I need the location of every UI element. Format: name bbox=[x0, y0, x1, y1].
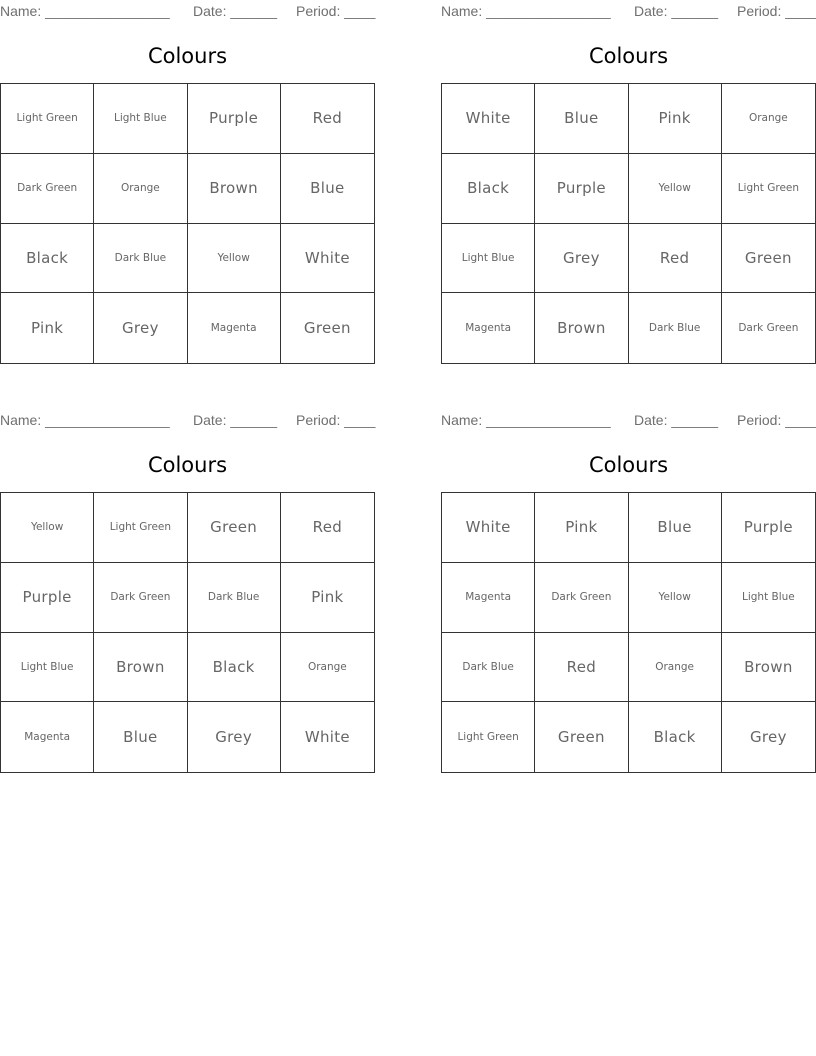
bingo-cell: Red bbox=[535, 633, 628, 703]
bingo-cell: Brown bbox=[722, 633, 815, 703]
date-field-label: Date: ______ bbox=[634, 3, 719, 19]
name-field-label: Name: ________________ bbox=[0, 3, 170, 19]
bingo-cell: Grey bbox=[94, 293, 187, 363]
bingo-cell: Green bbox=[722, 224, 815, 294]
period-field-label: Period: ____ bbox=[737, 3, 816, 19]
bingo-cell: Dark Blue bbox=[94, 224, 187, 294]
bingo-cell: Pink bbox=[629, 84, 722, 154]
bingo-cell: White bbox=[304, 728, 350, 747]
bingo-cell: Blue bbox=[629, 493, 722, 563]
bingo-cell: Dark Green bbox=[1, 154, 94, 224]
bingo-cell: Black bbox=[188, 633, 281, 703]
bingo-cell: Dark Blue bbox=[188, 563, 281, 633]
bingo-cell: Magenta bbox=[442, 293, 535, 363]
bingo-cell: Light Blue bbox=[1, 633, 94, 703]
bingo-cell: Pink bbox=[281, 563, 374, 633]
bingo-cell: Purple bbox=[188, 84, 281, 154]
bingo-cell: Purple bbox=[722, 493, 815, 563]
bingo-cell: Yellow bbox=[188, 224, 281, 294]
bingo-cell: Brown bbox=[535, 293, 628, 363]
date-field-label: Date: ______ bbox=[193, 3, 278, 19]
student-info-line bbox=[441, 412, 816, 428]
bingo-cell: Red bbox=[281, 493, 374, 563]
bingo-cell: Grey bbox=[188, 702, 281, 772]
bingo-cell: Orange bbox=[722, 84, 815, 154]
bingo-cell: Orange bbox=[94, 154, 187, 224]
bingo-cell: Light Blue bbox=[442, 224, 535, 294]
bingo-cell: Yellow bbox=[629, 563, 722, 633]
card-title: Colours bbox=[588, 453, 669, 477]
card-title: Colours bbox=[588, 44, 669, 68]
bingo-cell: Blue bbox=[281, 154, 374, 224]
bingo-cell: Dark Blue bbox=[629, 293, 722, 363]
bingo-cell: Pink bbox=[1, 293, 94, 363]
bingo-cell: Light Blue bbox=[94, 84, 187, 154]
bingo-card bbox=[441, 409, 816, 779]
bingo-cell: Red bbox=[281, 84, 374, 154]
bingo-cell: Magenta bbox=[1, 702, 94, 772]
bingo-cell: White bbox=[281, 224, 374, 294]
bingo-cell: Magenta bbox=[442, 563, 535, 633]
bingo-cell: White bbox=[442, 493, 535, 563]
bingo-cell: Dark Green bbox=[535, 563, 628, 633]
bingo-card bbox=[0, 0, 375, 370]
bingo-cell: Pink bbox=[535, 493, 628, 563]
student-info-line bbox=[0, 3, 376, 19]
bingo-cell: Orange bbox=[629, 633, 722, 703]
period-field-label: Period: ____ bbox=[737, 412, 816, 428]
bingo-cell: Brown bbox=[188, 154, 281, 224]
bingo-cell: Purple bbox=[1, 563, 94, 633]
bingo-cell: Light Green bbox=[442, 702, 535, 772]
bingo-cell: Blue bbox=[94, 702, 187, 772]
bingo-grid bbox=[441, 492, 816, 773]
student-info-line bbox=[441, 3, 816, 19]
bingo-grid bbox=[0, 83, 375, 364]
bingo-cell: Black bbox=[442, 154, 535, 224]
card-title: Colours bbox=[147, 44, 228, 68]
date-field-label: Date: ______ bbox=[634, 412, 719, 428]
bingo-cell: Grey bbox=[535, 224, 628, 294]
period-field-label: Period: ____ bbox=[296, 412, 376, 428]
bingo-cell: Green bbox=[303, 319, 351, 338]
bingo-cell: Yellow bbox=[1, 493, 94, 563]
bingo-cell: Green bbox=[535, 702, 628, 772]
bingo-cell: Dark Green bbox=[94, 563, 187, 633]
bingo-cell: Red bbox=[629, 224, 722, 294]
bingo-cell: Yellow bbox=[629, 154, 722, 224]
student-info-line bbox=[0, 412, 376, 428]
bingo-card bbox=[441, 0, 816, 370]
bingo-grid bbox=[0, 492, 375, 773]
bingo-cell: Purple bbox=[535, 154, 628, 224]
date-field-label: Date: ______ bbox=[193, 412, 278, 428]
bingo-card bbox=[0, 409, 375, 779]
card-title: Colours bbox=[147, 453, 228, 477]
bingo-cell: Blue bbox=[535, 84, 628, 154]
bingo-grid bbox=[441, 83, 816, 364]
name-field-label: Name: ________________ bbox=[0, 412, 170, 428]
bingo-cell: Grey bbox=[749, 728, 787, 747]
bingo-cell: Black bbox=[629, 702, 722, 772]
bingo-cell: Light Green bbox=[1, 84, 94, 154]
period-field-label: Period: ____ bbox=[296, 3, 376, 19]
bingo-cell: Green bbox=[188, 493, 281, 563]
bingo-cell: White bbox=[442, 84, 535, 154]
bingo-cell: Black bbox=[1, 224, 94, 294]
bingo-cell: Light Green bbox=[722, 154, 815, 224]
name-field-label: Name: ________________ bbox=[441, 412, 611, 428]
name-field-label: Name: ________________ bbox=[441, 3, 611, 19]
bingo-cell: Light Green bbox=[94, 493, 187, 563]
bingo-cell: Magenta bbox=[188, 293, 281, 363]
bingo-cell: Dark Green bbox=[738, 322, 799, 335]
bingo-cell: Dark Blue bbox=[442, 633, 535, 703]
bingo-cell: Light Blue bbox=[722, 563, 815, 633]
bingo-cell: Orange bbox=[281, 633, 374, 703]
bingo-cell: Brown bbox=[94, 633, 187, 703]
